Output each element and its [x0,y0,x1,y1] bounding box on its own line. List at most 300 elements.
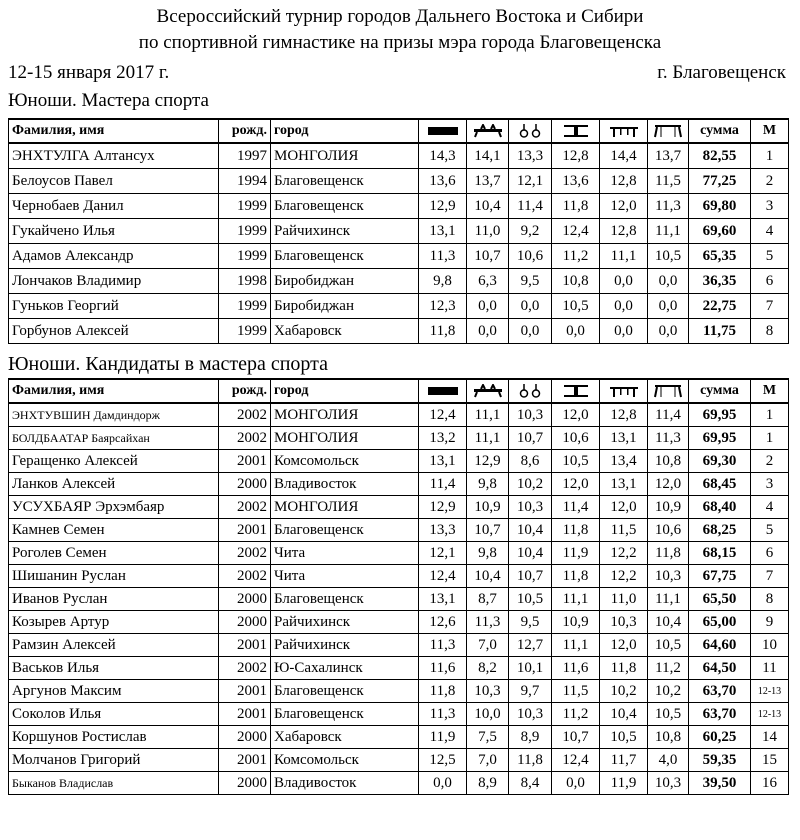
col-header-name: Фамилия, имя [9,379,219,403]
pommel-horse-icon [471,124,505,138]
col-header-sum: сумма [689,379,751,403]
athlete-city: Благовещенск [271,244,419,269]
apparatus-score: 14,4 [600,143,648,169]
apparatus-score: 10,7 [467,244,509,269]
parallel-bars-icon [607,384,641,398]
table-row [9,269,789,294]
apparatus-score: 13,3 [419,519,467,542]
apparatus-score: 11,3 [467,611,509,634]
total-score: 68,25 [689,519,751,542]
athlete-city: Райчихинск [271,611,419,634]
apparatus-score: 13,3 [509,143,552,169]
apparatus-score: 10,3 [509,403,552,427]
place: 9 [751,611,789,634]
apparatus-score: 11,8 [509,749,552,772]
table-row [9,219,789,244]
apparatus-score: 11,9 [552,542,600,565]
apparatus-score: 12,8 [600,403,648,427]
table-row [9,542,789,565]
place: 3 [751,194,789,219]
birth-year: 2001 [219,680,271,703]
apparatus-score: 13,1 [419,588,467,611]
apparatus-score: 14,3 [419,143,467,169]
apparatus-score: 10,3 [467,680,509,703]
place: 6 [751,542,789,565]
section-title-candidates: Юноши. Кандидаты в мастера спорта [8,353,328,375]
birth-year: 1999 [219,194,271,219]
col-header-apparatus [648,119,689,143]
apparatus-score: 14,1 [467,143,509,169]
place: 5 [751,244,789,269]
athlete-city: Чита [271,542,419,565]
table-row [9,319,789,344]
apparatus-score: 11,3 [648,194,689,219]
results-table-candidates [8,378,789,795]
place: 6 [751,269,789,294]
apparatus-score: 8,6 [509,450,552,473]
total-score: 67,75 [689,565,751,588]
athlete-name: УСУХБАЯР Эрхэмбаяр [9,496,219,519]
parallel-bars-icon [607,124,641,138]
apparatus-score: 10,5 [648,244,689,269]
total-score: 68,45 [689,473,751,496]
col-header-sum: сумма [689,119,751,143]
total-score: 63,70 [689,680,751,703]
athlete-city: Райчихинск [271,219,419,244]
birth-year: 2002 [219,542,271,565]
header-row [9,379,789,403]
apparatus-score: 8,7 [467,588,509,611]
place: 5 [751,519,789,542]
total-score: 77,25 [689,169,751,194]
apparatus-score: 10,0 [467,703,509,726]
apparatus-score: 0,0 [552,319,600,344]
apparatus-score: 11,1 [467,403,509,427]
apparatus-score: 0,0 [648,294,689,319]
apparatus-score: 12,0 [552,473,600,496]
apparatus-score: 11,4 [509,194,552,219]
apparatus-score: 10,8 [648,726,689,749]
athlete-name: БОЛДБААТАР Баярсайхан [9,427,219,450]
apparatus-score: 11,3 [419,703,467,726]
col-header-apparatus [467,379,509,403]
apparatus-score: 0,0 [467,319,509,344]
athlete-city: Благовещенск [271,680,419,703]
apparatus-score: 0,0 [648,319,689,344]
athlete-name: Коршунов Ростислав [9,726,219,749]
total-score: 69,60 [689,219,751,244]
apparatus-score: 9,8 [419,269,467,294]
apparatus-score: 8,2 [467,657,509,680]
apparatus-score: 9,5 [509,611,552,634]
apparatus-score: 11,3 [648,427,689,450]
apparatus-score: 12,4 [419,403,467,427]
place: 1 [751,427,789,450]
apparatus-score: 10,9 [648,496,689,519]
athlete-name: Ланков Алексей [9,473,219,496]
athlete-city: Благовещенск [271,703,419,726]
birth-year: 1997 [219,143,271,169]
table-row [9,634,789,657]
total-score: 36,35 [689,269,751,294]
apparatus-score: 11,9 [600,772,648,795]
col-header-city: город [271,119,419,143]
apparatus-score: 10,6 [509,244,552,269]
birth-year: 2000 [219,588,271,611]
col-header-apparatus [648,379,689,403]
birth-year: 2001 [219,749,271,772]
apparatus-score: 9,2 [509,219,552,244]
apparatus-score: 11,1 [648,588,689,611]
apparatus-score: 12,7 [509,634,552,657]
apparatus-score: 10,9 [552,611,600,634]
apparatus-score: 11,1 [552,634,600,657]
total-score: 69,80 [689,194,751,219]
birth-year: 2002 [219,496,271,519]
apparatus-score: 10,4 [509,519,552,542]
apparatus-score: 11,4 [552,496,600,519]
apparatus-score: 11,1 [467,427,509,450]
athlete-city: Комсомольск [271,749,419,772]
place: 7 [751,565,789,588]
apparatus-score: 12,8 [600,169,648,194]
col-header-apparatus [419,379,467,403]
apparatus-score: 11,2 [552,244,600,269]
apparatus-score: 12,2 [600,542,648,565]
apparatus-score: 12,9 [419,496,467,519]
apparatus-score: 7,0 [467,634,509,657]
place: 7 [751,294,789,319]
place: 8 [751,588,789,611]
section-title-masters: Юноши. Мастера спорта [8,90,209,111]
apparatus-score: 13,7 [467,169,509,194]
apparatus-score: 8,4 [509,772,552,795]
high-bar-icon [651,384,685,398]
apparatus-score: 10,6 [552,427,600,450]
total-score: 65,50 [689,588,751,611]
athlete-name: Соколов Илья [9,703,219,726]
birth-year: 1999 [219,319,271,344]
col-header-city: город [271,379,419,403]
apparatus-score: 11,3 [419,634,467,657]
total-score: 65,35 [689,244,751,269]
apparatus-score: 13,2 [419,427,467,450]
apparatus-score: 12,0 [648,473,689,496]
apparatus-score: 9,8 [467,473,509,496]
apparatus-score: 10,3 [648,565,689,588]
apparatus-score: 13,4 [600,450,648,473]
apparatus-score: 6,3 [467,269,509,294]
col-header-place: М [751,119,789,143]
birth-year: 1998 [219,269,271,294]
apparatus-score: 12,1 [509,169,552,194]
apparatus-score: 13,1 [419,450,467,473]
apparatus-score: 9,7 [509,680,552,703]
table-row [9,403,789,427]
col-header-apparatus [467,119,509,143]
table-row [9,611,789,634]
birth-year: 1999 [219,294,271,319]
floor-icon [426,384,460,398]
apparatus-score: 8,9 [467,772,509,795]
athlete-city: МОНГОЛИЯ [271,403,419,427]
athlete-name: Горбунов Алексей [9,319,219,344]
apparatus-score: 0,0 [552,772,600,795]
apparatus-score: 0,0 [600,269,648,294]
place: 10 [751,634,789,657]
apparatus-score: 13,1 [600,473,648,496]
apparatus-score: 10,7 [509,427,552,450]
total-score: 69,95 [689,427,751,450]
athlete-name: Адамов Александр [9,244,219,269]
vault-icon [559,384,593,398]
apparatus-score: 11,8 [419,680,467,703]
apparatus-score: 10,7 [467,519,509,542]
birth-year: 2002 [219,403,271,427]
apparatus-score: 12,4 [552,219,600,244]
apparatus-score: 11,8 [552,194,600,219]
apparatus-score: 0,0 [600,319,648,344]
apparatus-score: 10,5 [552,294,600,319]
apparatus-score: 12,9 [467,450,509,473]
col-header-year: рожд. [219,119,271,143]
table-row [9,294,789,319]
apparatus-score: 11,3 [419,244,467,269]
high-bar-icon [651,124,685,138]
apparatus-score: 12,3 [419,294,467,319]
apparatus-score: 11,5 [552,680,600,703]
apparatus-score: 0,0 [600,294,648,319]
athlete-name: Быканов Владислав [9,772,219,795]
birth-year: 1994 [219,169,271,194]
place: 2 [751,450,789,473]
athlete-name: Белоусов Павел [9,169,219,194]
athlete-name: Гуньков Георгий [9,294,219,319]
apparatus-score: 10,2 [600,680,648,703]
floor-icon [426,124,460,138]
apparatus-score: 10,7 [552,726,600,749]
athlete-city: Ю-Сахалинск [271,657,419,680]
apparatus-score: 11,7 [600,749,648,772]
apparatus-score: 9,5 [509,269,552,294]
athlete-city: Благовещенск [271,588,419,611]
athlete-name: Гукайчено Илья [9,219,219,244]
apparatus-score: 7,5 [467,726,509,749]
col-header-apparatus [509,379,552,403]
table-row [9,657,789,680]
apparatus-score: 12,6 [419,611,467,634]
place: 2 [751,169,789,194]
apparatus-score: 11,8 [552,565,600,588]
place: 4 [751,496,789,519]
table-row [9,244,789,269]
table-row [9,680,789,703]
athlete-name: Рамзин Алексей [9,634,219,657]
rings-icon [513,384,547,398]
apparatus-score: 10,4 [467,194,509,219]
place: 16 [751,772,789,795]
apparatus-score: 11,2 [648,657,689,680]
athlete-city: Биробиджан [271,269,419,294]
apparatus-score: 12,8 [552,143,600,169]
athlete-name: Васьков Илья [9,657,219,680]
total-score: 64,60 [689,634,751,657]
apparatus-score: 10,8 [648,450,689,473]
tournament-title-line1: Всероссийский турнир городов Дальнего Востока и Сибири [156,6,644,27]
apparatus-score: 11,5 [600,519,648,542]
athlete-name: ЭНХТУЛГА Алтансух [9,143,219,169]
athlete-name: Аргунов Максим [9,680,219,703]
athlete-city: МОНГОЛИЯ [271,496,419,519]
apparatus-score: 10,8 [552,269,600,294]
apparatus-score: 12,0 [600,496,648,519]
apparatus-score: 10,3 [509,496,552,519]
birth-year: 2001 [219,703,271,726]
total-score: 60,25 [689,726,751,749]
total-score: 39,50 [689,772,751,795]
birth-year: 2000 [219,473,271,496]
total-score: 11,75 [689,319,751,344]
place: 8 [751,319,789,344]
athlete-name: Козырев Артур [9,611,219,634]
table-row [9,496,789,519]
table-row [9,565,789,588]
athlete-city: Чита [271,565,419,588]
tournament-city: г. Благовещенск [657,62,786,83]
tournament-date: 12-15 января 2017 г. [8,62,170,83]
birth-year: 2002 [219,565,271,588]
apparatus-score: 11,4 [419,473,467,496]
athlete-name: Камнев Семен [9,519,219,542]
apparatus-score: 10,6 [648,519,689,542]
athlete-name: Молчанов Григорий [9,749,219,772]
total-score: 69,30 [689,450,751,473]
athlete-name: ЭНХТУВШИН Дамдиндорж [9,403,219,427]
apparatus-score: 10,4 [509,542,552,565]
apparatus-score: 10,3 [648,772,689,795]
total-score: 59,35 [689,749,751,772]
place: 12-13 [751,703,789,726]
athlete-city: Благовещенск [271,519,419,542]
birth-year: 2000 [219,611,271,634]
athlete-city: Биробиджан [271,294,419,319]
apparatus-score: 11,5 [648,169,689,194]
apparatus-score: 12,9 [419,194,467,219]
birth-year: 2000 [219,726,271,749]
table-row [9,749,789,772]
total-score: 68,40 [689,496,751,519]
col-header-name: Фамилия, имя [9,119,219,143]
apparatus-score: 11,9 [419,726,467,749]
col-header-apparatus [509,119,552,143]
apparatus-score: 10,7 [509,565,552,588]
apparatus-score: 10,1 [509,657,552,680]
birth-year: 2000 [219,772,271,795]
athlete-city: МОНГОЛИЯ [271,143,419,169]
table-row [9,450,789,473]
apparatus-score: 10,5 [600,726,648,749]
birth-year: 2001 [219,634,271,657]
apparatus-score: 12,0 [552,403,600,427]
place: 1 [751,403,789,427]
tournament-title-line2: по спортивной гимнастике на призы мэра города Благовещенска [138,32,662,53]
table-row [9,703,789,726]
total-score: 68,15 [689,542,751,565]
table-row [9,473,789,496]
place: 11 [751,657,789,680]
table-row [9,194,789,219]
apparatus-score: 10,5 [509,588,552,611]
birth-year: 2001 [219,519,271,542]
apparatus-score: 12,4 [552,749,600,772]
athlete-name: Геращенко Алексей [9,450,219,473]
apparatus-score: 12,0 [600,634,648,657]
apparatus-score: 0,0 [509,319,552,344]
apparatus-score: 11,6 [552,657,600,680]
total-score: 82,55 [689,143,751,169]
athlete-city: МОНГОЛИЯ [271,427,419,450]
apparatus-score: 8,9 [509,726,552,749]
apparatus-score: 0,0 [419,772,467,795]
athlete-city: Райчихинск [271,634,419,657]
table-row [9,427,789,450]
apparatus-score: 13,6 [419,169,467,194]
apparatus-score: 11,2 [552,703,600,726]
apparatus-score: 7,0 [467,749,509,772]
apparatus-score: 12,2 [600,565,648,588]
apparatus-score: 10,9 [467,496,509,519]
apparatus-score: 12,4 [419,565,467,588]
apparatus-score: 11,1 [552,588,600,611]
col-header-year: рожд. [219,379,271,403]
table-row [9,588,789,611]
col-header-place: М [751,379,789,403]
athlete-name: Лончаков Владимир [9,269,219,294]
birth-year: 2002 [219,657,271,680]
results-table-masters [8,118,789,344]
total-score: 22,75 [689,294,751,319]
birth-year: 2001 [219,450,271,473]
athlete-name: Иванов Руслан [9,588,219,611]
apparatus-score: 12,1 [419,542,467,565]
apparatus-score: 10,4 [467,565,509,588]
apparatus-score: 11,6 [419,657,467,680]
table-row [9,519,789,542]
apparatus-score: 10,5 [648,634,689,657]
apparatus-score: 11,0 [467,219,509,244]
table-row [9,772,789,795]
apparatus-score: 13,1 [600,427,648,450]
apparatus-score: 11,0 [600,588,648,611]
athlete-name: Чернобаев Данил [9,194,219,219]
col-header-apparatus [600,379,648,403]
athlete-city: Владивосток [271,473,419,496]
apparatus-score: 10,4 [648,611,689,634]
apparatus-score: 10,3 [509,703,552,726]
header-row [9,119,789,143]
vault-icon [559,124,593,138]
athlete-city: Благовещенск [271,194,419,219]
apparatus-score: 13,6 [552,169,600,194]
total-score: 63,70 [689,703,751,726]
total-score: 69,95 [689,403,751,427]
place: 4 [751,219,789,244]
place: 3 [751,473,789,496]
apparatus-score: 10,5 [648,703,689,726]
athlete-city: Владивосток [271,772,419,795]
apparatus-score: 13,7 [648,143,689,169]
total-score: 65,00 [689,611,751,634]
